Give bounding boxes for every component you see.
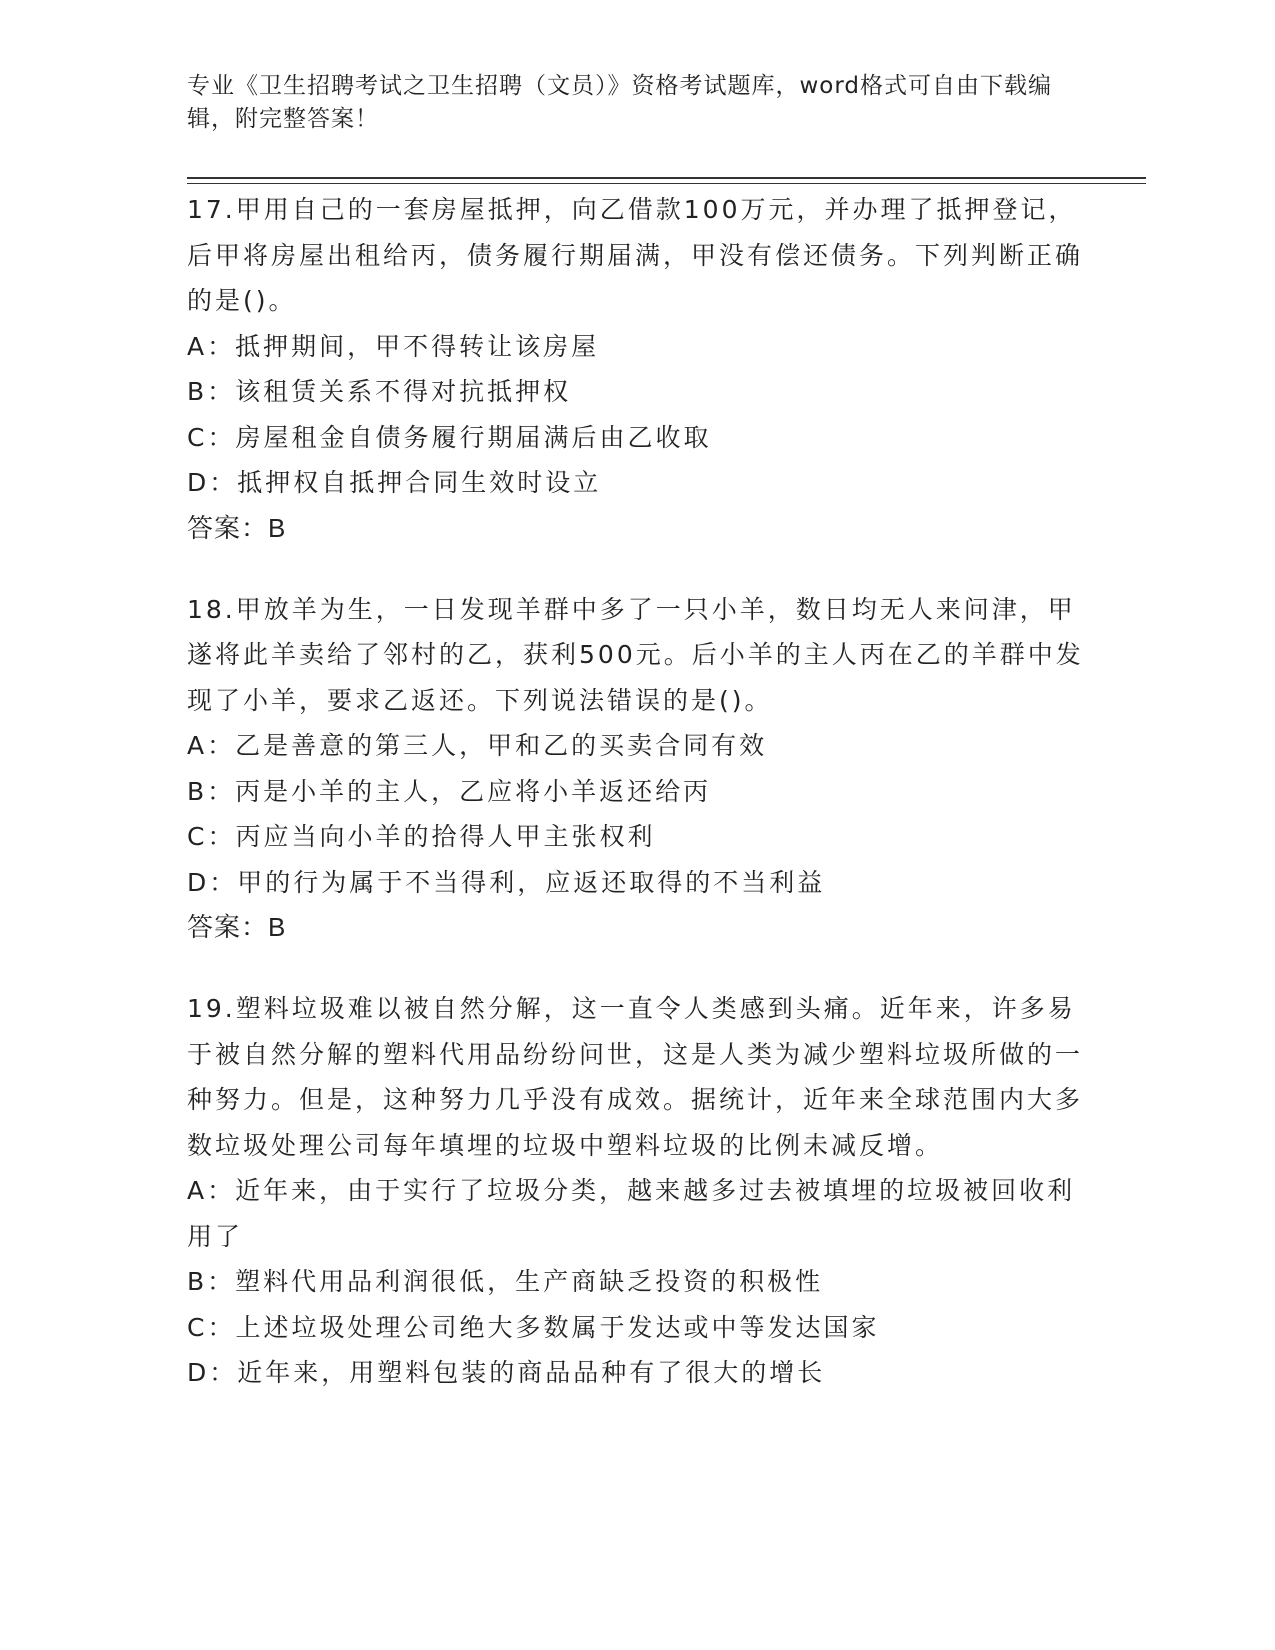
question-19 (187, 986, 1087, 1396)
answer-line: 答案：B (187, 512, 287, 543)
header-divider-thin (187, 183, 1146, 184)
option-b: B：丙是小羊的主人，乙应将小羊返还给丙 (187, 776, 712, 806)
option-d: D：甲的行为属于不当得利，应返还取得的不当利益 (187, 867, 826, 897)
question-stem: 17.甲用自己的一套房屋抵押，向乙借款100万元，并办理了抵押登记，后甲将房屋出租给丙，债务履行期届满，甲没有偿还债务。下列判断正确的是()。 (187, 195, 1084, 315)
option-a: A：抵押期间，甲不得转让该房屋 (187, 331, 600, 361)
option-a: A：近年来，由于实行了垃圾分类，越来越多过去被填埋的垃圾被回收利用了 (187, 1176, 1076, 1251)
answer-line: 答案：B (187, 912, 287, 942)
option-b: B：该租赁关系不得对抗抵押权 (187, 377, 572, 406)
option-a: A：乙是善意的第三人，甲和乙的买卖合同有效 (187, 731, 768, 760)
question-stem: 19.塑料垃圾难以被自然分解，这一直令人类感到头痛。近年来，许多易于被自然分解的塑料代用品纷纷问世，这是人类为减少塑料垃圾所做的一种努力。但是，这种努力几乎没有成效。据统计，近年来全球范围内大多数垃圾处理公司每年填埋的垃圾中塑料垃圾的比例未减反增。 (187, 994, 1084, 1160)
question-18 (187, 587, 1087, 951)
question-list (187, 187, 1087, 1432)
option-c: C：房屋租金自债务履行期届满后由乙收取 (187, 422, 712, 452)
option-d: D：近年来，用塑料包装的商品品种有了很大的增长 (187, 1358, 826, 1387)
option-b: B：塑料代用品利润很低，生产商缺乏投资的积极性 (187, 1267, 824, 1296)
question-17 (187, 187, 1087, 551)
document-header: 专业《卫生招聘考试之卫生招聘（文员）》资格考试题库，word格式可自由下载编辑，附完整答案！ (187, 73, 1053, 132)
option-d: D：抵押权自抵押合同生效时设立 (187, 468, 602, 497)
question-stem: 18.甲放羊为生，一日发现羊群中多了一只小羊，数日均无人来问津，甲遂将此羊卖给了邻村的乙，获利500元。后小羊的主人丙在乙的羊群中发现了小羊，要求乙返还。下列说法错误的是()。 (187, 594, 1084, 715)
option-c: C：上述垃圾处理公司绝大多数属于发达或中等发达国家 (187, 1312, 880, 1342)
option-c: C：丙应当向小羊的拾得人甲主张权利 (187, 822, 656, 851)
header-divider-thick (187, 177, 1146, 179)
